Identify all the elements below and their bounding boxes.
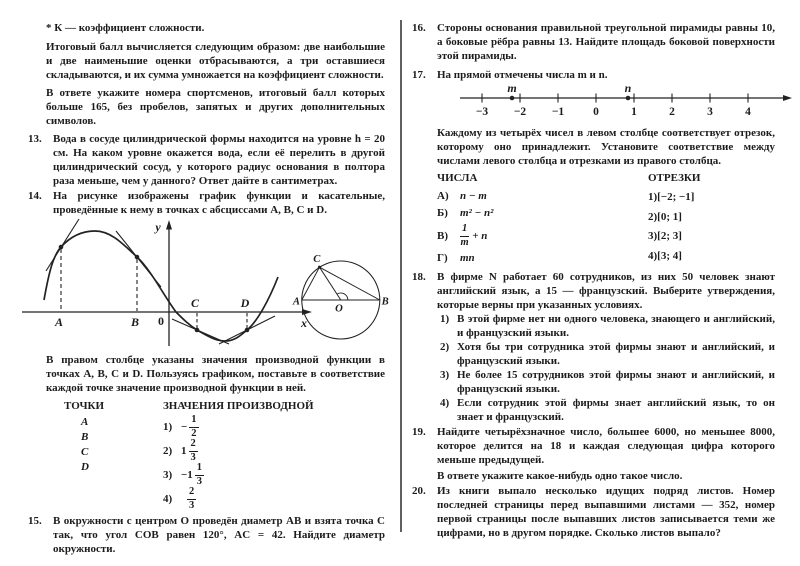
value-4-numerator: 2 <box>187 487 196 500</box>
tick-label-1: 1 <box>631 106 637 118</box>
number-V-numerator: 1 <box>460 224 469 237</box>
points-column <box>64 399 163 511</box>
value-4-fraction <box>187 487 196 511</box>
right-column <box>412 0 775 541</box>
segment-3-value: [2; 3] <box>657 230 682 243</box>
number-A-expr: n − m <box>460 189 487 202</box>
problem-13-number: 13. <box>28 133 42 145</box>
circle-label-O: O <box>335 303 343 315</box>
tick-label-4: 4 <box>745 106 751 118</box>
number-G-label: Г) <box>437 252 448 264</box>
value-3-numerator: 1 <box>195 463 204 476</box>
number-line <box>458 81 793 118</box>
circle-label-B: B <box>381 296 389 308</box>
value-2-denominator: 3 <box>190 451 196 463</box>
segments-instruction: Каждому из четырёх чисел в левом столбце соответствует отрезок, которому оно принадлежит. Установите соответствие между числами левого столбца и отрезками из правого столбца. <box>437 127 775 167</box>
function-graph <box>19 218 314 348</box>
radius-CO <box>319 267 340 300</box>
number-V-label: В) <box>437 230 448 242</box>
graph-label-y: y <box>155 220 161 234</box>
left-column <box>28 0 389 557</box>
problem-19-text: Найдите четырёхзначное число, большее 6000, но меньшее 8000, которое делится на 18 и каждая следующая цифра которого меньше предыдущей. <box>437 426 775 467</box>
segment-4-value: [3; 4] <box>657 250 682 263</box>
problem-14-text: На рисунке изображены график функции и касательные, проведённые к нему в точках с абсциссами A, B, C и D. <box>53 190 385 216</box>
column-divider <box>400 20 402 532</box>
chord-CB <box>319 267 379 300</box>
value-1-label: 1) <box>163 421 173 433</box>
segment-3-label: 3) <box>648 230 658 243</box>
option-3 <box>440 368 775 396</box>
problem-16 <box>412 21 775 63</box>
footnote-k: * К — коэффициент сложности. <box>46 22 205 34</box>
graph-label-D: D <box>240 296 250 310</box>
value-4-denominator: 3 <box>189 499 195 511</box>
number-B-label: Б) <box>437 207 448 219</box>
number-A-label: А) <box>437 189 449 202</box>
tick-label-3: 3 <box>707 106 713 118</box>
option-4-label: 4) <box>440 397 450 410</box>
scoring-rule-paragraph: Итоговый балл вычисляется следующим образом: две наибольшие и две наименьшие оценки отбрасываются, а три оставшиеся складываются, и их сумма умножается на коэффициент сложности. <box>46 41 385 81</box>
problem-20 <box>412 484 775 540</box>
derivative-value-1 <box>163 415 314 439</box>
number-V-fraction <box>460 224 469 248</box>
problem-17-text: На прямой отмечены числа m и n. <box>437 69 608 81</box>
problem-20-number: 20. <box>412 485 426 498</box>
option-4 <box>440 396 775 424</box>
point-row-A: A <box>81 416 89 428</box>
value-3-fraction <box>195 463 204 487</box>
point-row-D: D <box>81 461 89 473</box>
point-C-vertex-dot <box>318 266 321 269</box>
value-1-sign: − <box>181 421 188 433</box>
number-row-A <box>437 187 648 204</box>
point-m-label: m <box>507 81 517 95</box>
point-B-dot <box>135 255 140 260</box>
value-1-denominator: 2 <box>191 427 197 439</box>
value-1-numerator: 1 <box>189 415 198 428</box>
figures-row <box>28 218 389 350</box>
problem-18-text: В фирме N работает 60 сотрудников, из них 50 человек знают английский язык, а 15 — французский. Выберите утверждения, которые верны при указанных условиях. <box>437 271 775 312</box>
problem-19-number: 19. <box>412 426 426 439</box>
number-V-suffix: + n <box>472 230 488 242</box>
numbers-header: ЧИСЛА <box>437 172 478 184</box>
value-2-label: 2) <box>163 445 173 457</box>
segment-4-label: 4) <box>648 250 658 263</box>
value-3-label: 3) <box>163 469 173 481</box>
problem-19-body <box>437 425 775 483</box>
segment-row-1 <box>648 187 700 207</box>
value-2-numerator: 2 <box>189 439 198 452</box>
derivative-instruction: В правом столбце указаны значения производной функции в точках A, B, C и D. Пользуясь графиком, поставьте в соответствие каждой точке значение производной функции в ней. <box>46 354 385 394</box>
problem-19 <box>412 425 775 483</box>
point-n-label: n <box>624 81 632 95</box>
number-line-figure <box>458 81 775 122</box>
problem-15-text: В окружности с центром O проведён диаметр AB и взята точка C так, что угол COB равен 120°, AC = 42. Найдите диаметр окружности. <box>53 515 385 555</box>
number-V-denominator: m <box>460 236 469 248</box>
derivative-value-3 <box>163 463 314 487</box>
problem-19-note: В ответе укажите какое-нибудь одно такое число. <box>437 470 683 483</box>
circle-diagram <box>292 252 394 348</box>
option-2-label: 2) <box>440 341 450 354</box>
segment-row-3 <box>648 227 700 247</box>
point-n-dot <box>626 96 631 101</box>
tick-label-minus1: −1 <box>551 106 565 118</box>
problem-15 <box>28 514 385 556</box>
segment-row-4 <box>648 246 700 266</box>
problem-18 <box>412 270 775 424</box>
number-row-G <box>437 250 648 266</box>
segments-header: ОТРЕЗКИ <box>648 172 701 184</box>
segments-column <box>648 171 700 266</box>
point-C-dot <box>195 328 200 333</box>
problem-18-options <box>440 312 775 424</box>
segment-row-2 <box>648 207 700 227</box>
graph-label-A: A <box>54 315 64 329</box>
problem-20-text: Из книги выпало несколько идущих подряд листов. Номер последней страницы перед выпавшими листами — 352, номер первой страницы после выпавших листов записывается теми же цифрами, но в другом порядке. Сколько листов выпало? <box>437 485 775 540</box>
option-1 <box>440 312 775 340</box>
derivative-value-2 <box>163 439 314 463</box>
problem-13 <box>28 132 385 188</box>
option-2 <box>440 340 775 368</box>
problem-14-number: 14. <box>28 190 42 202</box>
value-3-denominator: 3 <box>196 475 203 487</box>
graph-label-C: C <box>190 296 200 310</box>
problem-18-body <box>437 270 775 424</box>
point-row-B: B <box>81 431 89 443</box>
graph-label-x: x <box>301 316 307 330</box>
circle-label-C: C <box>313 253 321 265</box>
segment-2-label: 2) <box>648 210 658 223</box>
segment-1-label: 1) <box>648 190 658 203</box>
point-row-C: C <box>81 446 89 458</box>
number-B-expr: m² − n² <box>460 207 494 219</box>
problem-17-number: 17. <box>412 69 426 81</box>
problem-16-number: 16. <box>412 22 426 34</box>
circle-label-A: A <box>292 296 300 308</box>
numbers-column <box>437 171 648 266</box>
y-axis-arrow-icon <box>166 220 172 230</box>
option-2-text: Хотя бы три сотрудника этой фирмы знают и английский, и французский языки. <box>457 341 775 368</box>
segment-1-value: [−2; −1] <box>657 190 695 203</box>
value-2-whole: 1 <box>181 445 187 457</box>
point-D-dot <box>245 328 250 333</box>
number-row-B <box>437 204 648 222</box>
problem-14 <box>28 189 385 217</box>
problem-16-text: Стороны основания правильной треугольной пирамиды равны 10, а боковые рёбра равны 13. Найдите площадь боковой поверхности этой пирамиды. <box>437 22 775 62</box>
tick-label-minus2: −2 <box>513 106 527 118</box>
values-column <box>163 399 314 511</box>
values-header: ЗНАЧЕНИЯ ПРОИЗВОДНОЙ <box>163 400 314 412</box>
tick-label-2: 2 <box>669 106 675 118</box>
point-m-dot <box>510 96 515 101</box>
option-4-text: Если сотрудник этой фирмы знает английский язык, то он знает и французский. <box>457 397 775 424</box>
numbers-segments-table <box>437 171 775 266</box>
number-row-V <box>437 222 648 250</box>
number-line-arrow-icon <box>783 95 792 101</box>
option-1-text: В этой фирме нет ни одного человека, знающего и английский, и французский языки. <box>457 313 775 340</box>
problem-17 <box>412 68 775 82</box>
derivative-value-4 <box>163 487 314 511</box>
points-values-table <box>64 399 385 511</box>
tick-label-minus3: −3 <box>475 106 489 118</box>
value-1-fraction <box>189 415 198 439</box>
tick-label-0: 0 <box>593 106 599 118</box>
answer-format-paragraph: В ответе укажите номера спортсменов, итоговый балл которых больше 165, без пробелов, запятых и других дополнительных символов. <box>46 87 385 127</box>
problem-13-text: Вода в сосуде цилиндрической формы находится на уровне h = 20 см. На каком уровне окажется вода, если её перелить в другой цилиндрический сосуд, у которого радиус основания в полтора раза меньше, чем у данного? Ответ дайте в сантиметрах. <box>53 133 385 187</box>
tangent-at-A <box>46 219 79 271</box>
number-G-expr: mn <box>460 252 475 264</box>
segment-2-value: [0; 1] <box>657 210 682 223</box>
option-3-label: 3) <box>440 369 450 382</box>
tangent-at-C <box>172 319 229 344</box>
value-4-label: 4) <box>163 493 173 505</box>
chord-CA <box>302 267 320 300</box>
points-header: ТОЧКИ <box>64 400 105 412</box>
graph-label-B: B <box>130 315 140 329</box>
point-A-dot <box>59 245 64 250</box>
value-3-whole: −1 <box>181 469 193 481</box>
tangent-at-B <box>116 231 161 287</box>
problem-15-number: 15. <box>28 515 42 527</box>
option-3-text: Не более 15 сотрудников этой фирмы знают и английский, и французский языки. <box>457 369 775 396</box>
option-1-label: 1) <box>440 313 450 326</box>
value-2-fraction <box>189 439 198 463</box>
problem-18-number: 18. <box>412 271 426 284</box>
graph-label-origin: 0 <box>158 314 164 328</box>
